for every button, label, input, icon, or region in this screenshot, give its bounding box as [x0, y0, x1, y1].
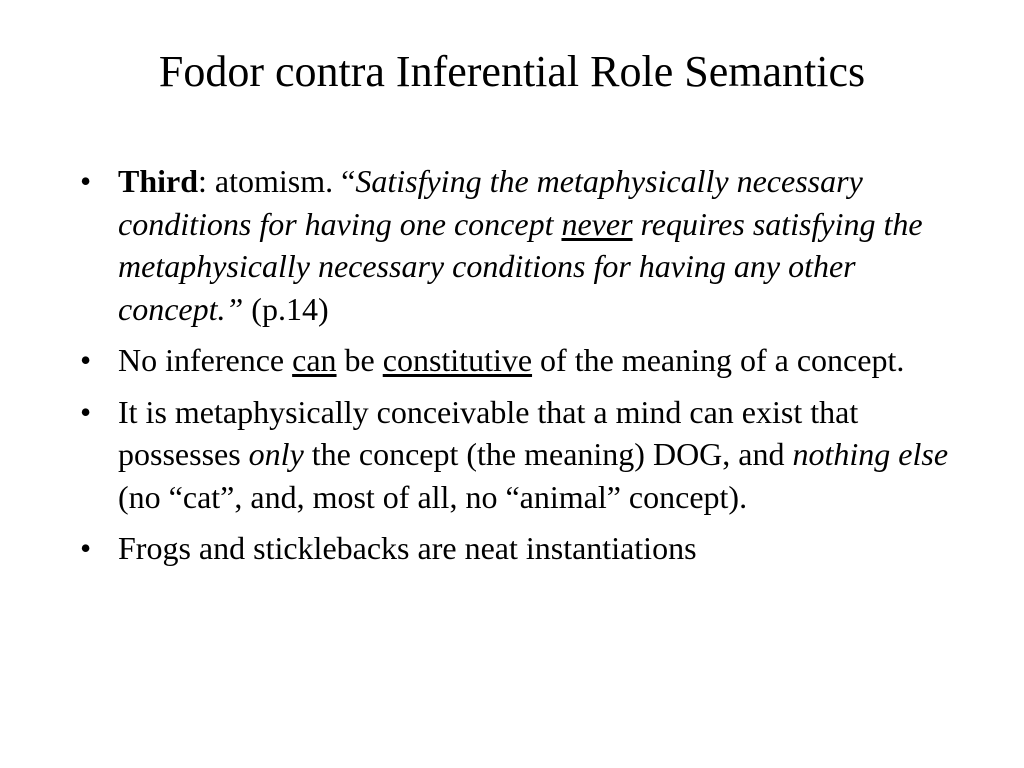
bullet-icon: • [80, 342, 92, 378]
slide-title: Fodor contra Inferential Role Semantics [158, 47, 866, 96]
bullet-icon: • [80, 163, 92, 199]
bullet-item-no-inference [78, 339, 958, 382]
bullet-list [78, 160, 958, 579]
bullet-text: (no “cat”, and, most of all, no “animal” concept). [118, 478, 748, 515]
emphasized-word-constitutive: constitutive [382, 342, 533, 378]
emphasized-word-only: only [248, 436, 304, 472]
bullet-text: It is metaphysically conceivable that a mind can exist that possesses [118, 393, 859, 472]
bullet-item-frogs-sticklebacks [78, 527, 958, 570]
bullet-text: the concept (the meaning) DOG, and [303, 436, 793, 472]
bullet-text: of the meaning of a concept. [532, 342, 905, 378]
bullet-label-third: Third [118, 163, 199, 199]
emphasized-word-never: never [561, 205, 633, 242]
emphasized-word-can: can [292, 342, 337, 378]
page-citation: (p.14) [243, 290, 329, 327]
bullet-icon: • [80, 393, 92, 430]
bullet-text: Frogs and sticklebacks are neat instantiations [118, 530, 697, 566]
bullet-text: : atomism. “ [198, 163, 356, 199]
fodor-quote-continued: requires satisfying the metaphysically necessary conditions for having any other concept.” [118, 205, 923, 327]
bullet-item-third-atomism [78, 160, 958, 330]
bullet-text: No inference [118, 342, 293, 378]
fodor-quote: Satisfying the metaphysically necessary conditions for having one concept [118, 163, 863, 242]
bullet-icon: • [80, 530, 92, 566]
emphasized-phrase-nothing-else: nothing else [792, 436, 949, 472]
bullet-item-conceivable-mind [78, 391, 958, 519]
bullet-text: be [336, 342, 383, 378]
